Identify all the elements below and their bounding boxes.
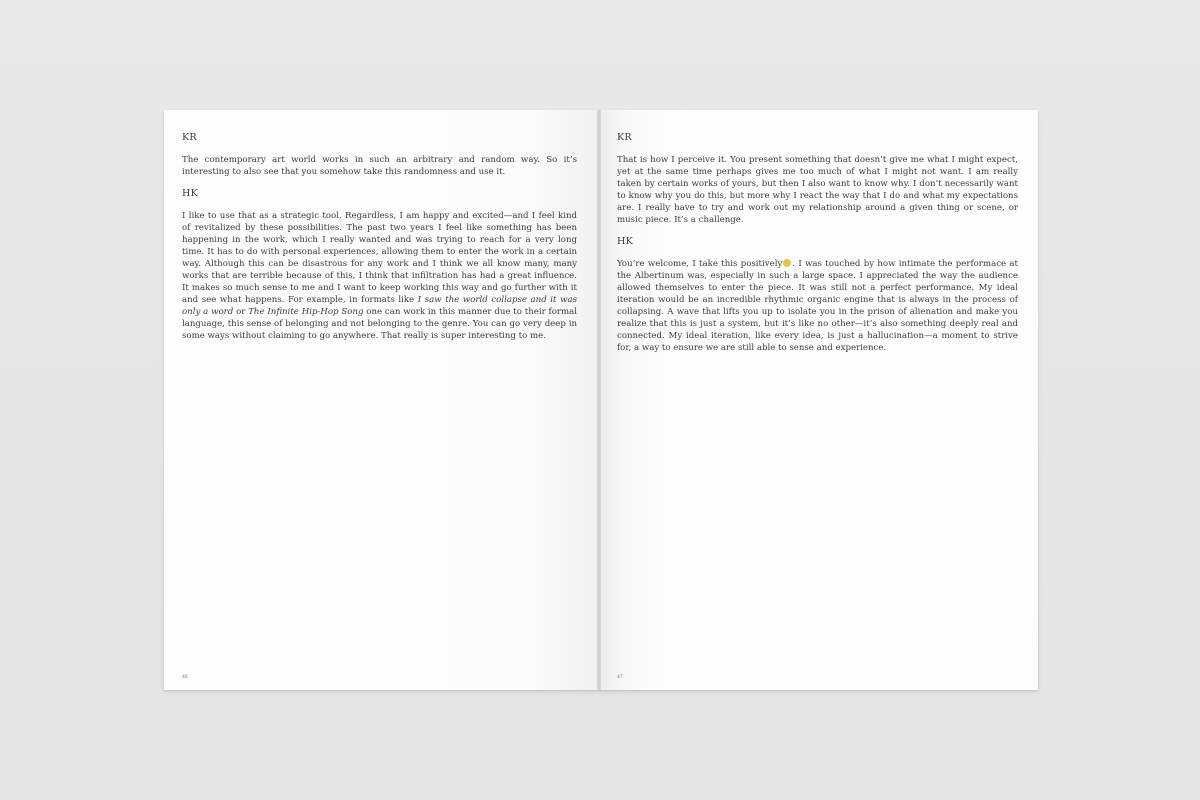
page-number: 47 (617, 675, 623, 680)
speaker-label-hk: HK (182, 188, 198, 199)
speaker-label-kr: KR (617, 132, 632, 143)
paragraph-text: I like to use that as a strategic tool. Regardless, I am happy and excited—and I feel kind of revitalized by these possibilities. The past two years I feel like something has been happening in the work, which I really wanted and was trying to reach for a very long time. It has to do with personal experiences, allowing them to enter the work in a certain way. Although this can be disastrous for any work and I think we all know many, many works that are terrible because of this, I think that infiltration has had a great influence. It makes so much sense to me and I want to keep working this way and go further with it and see what happens. For example, in formats like (182, 211, 577, 305)
paragraph-text: one can work in this manner due to their formal language, this sense of belonging and not belonging to the genre. You can go very deep in some ways without claiming to go anywhere. That really is super interesting to me. (182, 307, 578, 341)
work-title-italic: The Infinite Hip-Hop Song (248, 307, 364, 317)
open-booklet-spread (164, 110, 1038, 690)
paragraph-text: You’re welcome, I take this positively (617, 259, 783, 269)
work-title-italic: I saw the world collapse and it was only a word (182, 295, 577, 317)
smiley-emoji-icon (783, 259, 791, 267)
kr-question-paragraph: The contemporary art world works in such an arbitrary and random way. So it’s interesting to also see that you somehow take this randomness and use it. (182, 155, 577, 177)
hk-answer-paragraph (182, 210, 577, 342)
paragraph-text: or (233, 307, 249, 317)
hk-reply-paragraph (617, 258, 1018, 354)
left-page (164, 110, 597, 690)
page-number: 46 (182, 675, 188, 680)
right-page (601, 110, 1038, 690)
paragraph-text: . I was touched by how intimate the performace at the Albertinum was, especially in such a large space. I appreciated the way the audience allowed themselves to enter the piece. It was still not a perfect performance. My ideal iteration would be an incredible rhythmic organic engine that is always in the process of collapsing. A wave that lifts you up to isolate you in the prison of alienation and make you realize that this is just a system, but it’s like no other—it’s also something deeply real and connected. My ideal iteration, like every idea, is just a hallucination—a moment to strive for, a way to ensure we are still able to sense and experience. (617, 259, 1018, 353)
speaker-label-kr: KR (182, 132, 197, 143)
kr-comment-paragraph: That is how I perceive it. You present something that doesn’t give me what I might expect, yet at the same time perhaps gives me too much of what I might not want. I am really taken by certain works of yours, but then I also want to know why. I don’t necessarily want to know why you do this, but more why I react the way that I do and what my expectations are. I really have to try and work out my relationship around a given thing or scene, or music piece. It’s a challenge. (617, 155, 1018, 225)
speaker-label-hk: HK (617, 236, 633, 247)
